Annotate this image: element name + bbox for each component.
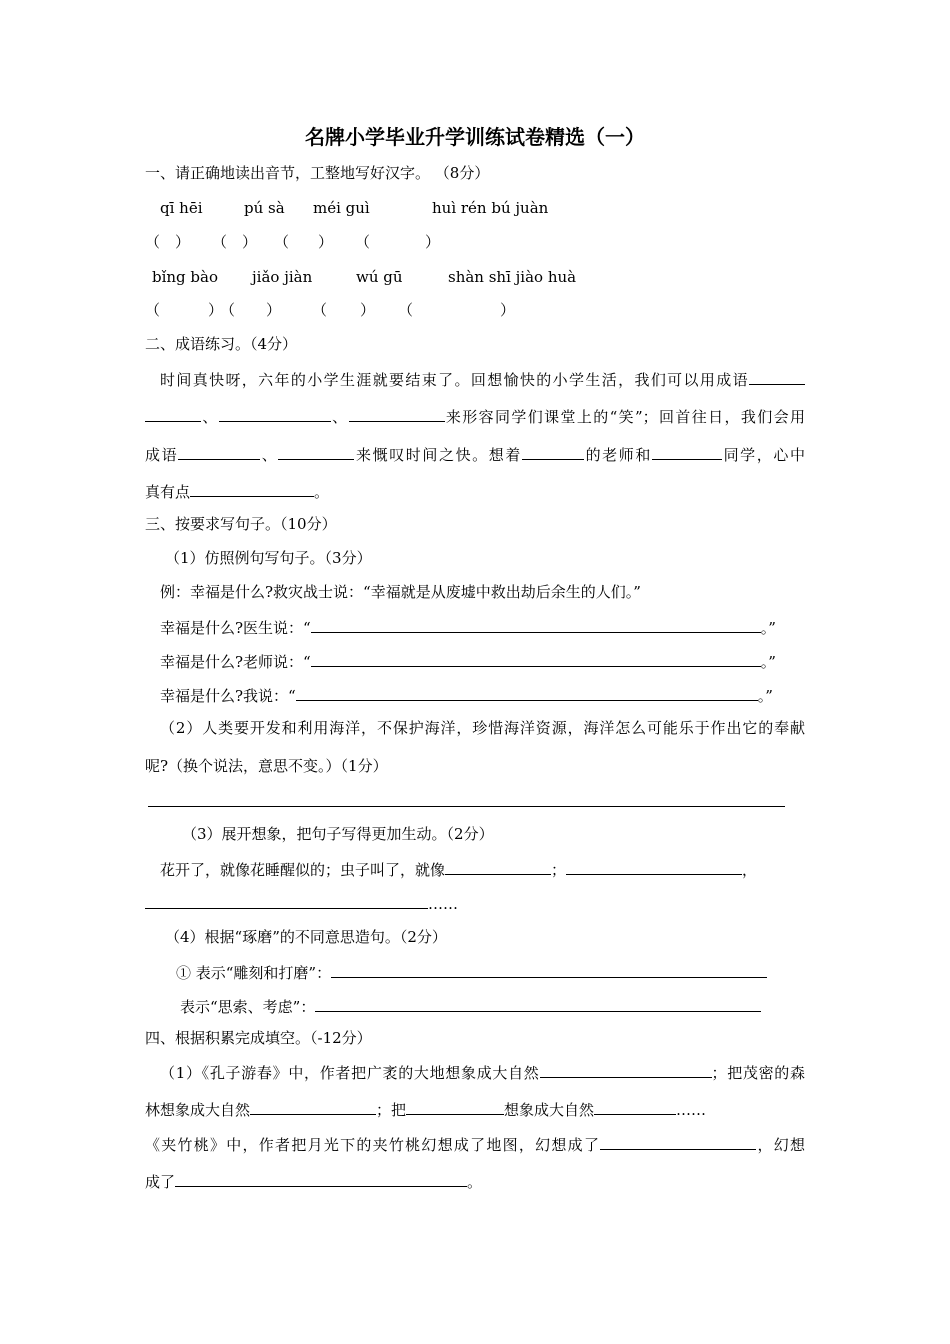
classmate-blank[interactable] [652,444,722,460]
section1-heading: 一、请正确地读出音节，工整地写好汉字。 （8分） [145,164,490,182]
doctor-answer-blank[interactable] [311,617,761,633]
s2-line-2: 、 、 来形容同学们课堂上的“笑”；回首往日，我们会用 [145,406,805,427]
imagine-blank-3[interactable] [145,893,428,909]
s3-question-2b: 呢?（换个说法，意思不变。）（1分） [145,757,388,775]
s3-question-4: （4）根据“琢磨”的不同意思造句。（2分） [165,928,447,946]
s3-question-2a: （2）人类要开发和利用海洋，不保护海洋，珍惜海洋资源，海洋怎么可能乐于作出它的奉献 [160,719,805,737]
pinyin-4: huì rén bú juàn [432,199,549,217]
idiom-blank-4[interactable] [178,444,260,460]
s3-me-line: 幸福是什么?我说：“ 。” [160,687,773,705]
section3-heading: 三、按要求写句子。（10分） [145,515,337,533]
idiom-blank-1[interactable] [749,369,805,385]
s4-line-2: 林想象成大自然 ；把 想象成大自然 …… [145,1101,707,1119]
s3-q3-line-2: …… [145,893,458,914]
s4-line-1: （1）《孔子游春》中，作者把广袤的大地想象成大自然 ；把茂密的森 [160,1064,805,1082]
pinyin-5: bǐng bào [152,268,219,286]
s2-line-4: 真有点 。 [145,483,330,501]
pinyin-8: shàn shī jiào huà [448,268,577,286]
idiom-blank-1b[interactable] [145,406,201,422]
carve-sentence-blank[interactable] [331,962,767,978]
section2-heading: 二、成语练习。（4分） [145,335,298,353]
s3-question-3: （3）展开想象，把句子写得更加生动。（2分） [182,825,494,843]
s3-doctor-line: 幸福是什么?医生说：“ 。” [160,619,776,637]
s3-teacher-line: 幸福是什么?老师说：“ 。” [160,653,776,671]
me-answer-blank[interactable] [296,685,758,701]
section4-heading: 四、根据积累完成填空。（-12分） [145,1029,372,1047]
s4-line-3: 《夹竹桃》中，作者把月光下的夹竹桃幻想成了地图，幻想成了 ，幻想 [145,1136,805,1154]
confucius-blank-1[interactable] [540,1062,712,1078]
teacher-blank[interactable] [522,444,584,460]
pinyin-6: jiǎo jiàn [252,268,313,286]
s3-q4-line-1: ① 表示“雕刻和打磨”： [176,962,767,983]
idiom-blank-5[interactable] [278,444,354,460]
oleander-blank-1[interactable] [600,1134,756,1150]
s2-line-1: 时间真快呀，六年的小学生涯就要结束了。回想愉快的小学生活，我们可以用成语 [160,369,805,390]
ponder-sentence-blank[interactable] [315,996,761,1012]
s3-question-1: （1）仿照例句写句子。（3分） [165,549,372,567]
imagine-blank-2[interactable] [566,859,742,875]
idiom-blank-2[interactable] [219,406,331,422]
confucius-blank-2[interactable] [250,1099,376,1115]
exam-page: 名牌小学毕业升学训练试卷精选（一） 一、请正确地读出音节，工整地写好汉字。 （8分） qī hēi pú sà méi guì huì rén bú juàn （ ） （ ） （ ） （ ） bǐng bào jiǎo jiàn wú gū shàn shī jiào huà （ ） （ ） （ ） （ ） 二、成语练习。（4分） 时间真快呀，六年的小学生涯就要结束了。回想愉快的小学生活，我们可以用成语 、 、 来形容同学们课堂上的“笑”；回首往日，我们会用 成语 、 来慨叹时间之快。想着 的老师和 同学，心中 真有点 。 三、按要求写句子。（10分） （1）仿照例句写句子。（3分） 例：幸福是什么?救灾战士说：“幸福就是从废墟中救出劫后余生的人们。” 幸福是什么?医生说：“ 。” 幸福是什么?老师说：“ 。” 幸福是什么?我说：“ 。” （2）人类要开发和利用海洋，不保护海洋，珍惜海洋资源，海洋怎么可能乐于作出它的奉献 呢?（换个说法，意思不变。）（1分） （3）展开想象，把句子写得更加生动。（2分） 花开了，就像花睡醒似的；虫子叫了，就像 ； ， …… （4）根据“琢磨”的不同意思造句。（2分） ① 表示“雕刻和打磨”： 表示“思索、考虑”： 四、根据积累完成填空。（-12分） （1）《孔子游春》中，作者把广袤的大地想象成大自然 ；把茂密的森 林想象成大自然 ；把 想象成大自然 …… 《夹竹桃》中，作者把月光下的夹竹桃幻想成了地图，幻想成了 ，幻想 成了 。 [0,0,950,1344]
imagine-blank-1[interactable] [445,859,551,875]
s3-q3-line-1: 花开了，就像花睡醒似的；虫子叫了，就像 ； ， [160,861,758,879]
confucius-blank-4[interactable] [594,1099,676,1115]
s3-example: 例：幸福是什么?救灾战士说：“幸福就是从废墟中救出劫后余生的人们。” [160,583,641,601]
pinyin-3: méi guì [313,199,370,217]
pinyin-7: wú gū [356,268,403,286]
idiom-blank-3[interactable] [349,406,445,422]
teacher-answer-blank[interactable] [311,651,761,667]
page-title: 名牌小学毕业升学训练试卷精选（一） [305,125,645,149]
s2-line-3: 成语 、 来慨叹时间之快。想着 的老师和 同学，心中 [145,446,805,464]
pinyin-2: pú sà [244,199,285,217]
feeling-blank[interactable] [190,481,314,497]
pinyin-1: qī hēi [160,199,203,217]
s3-q4-line-2: 表示“思索、考虑”： [180,996,761,1017]
oleander-blank-2[interactable] [175,1171,467,1187]
rewrite-answer-line[interactable] [148,806,785,807]
s4-line-4: 成了 。 [145,1173,483,1191]
confucius-blank-3[interactable] [406,1099,504,1115]
